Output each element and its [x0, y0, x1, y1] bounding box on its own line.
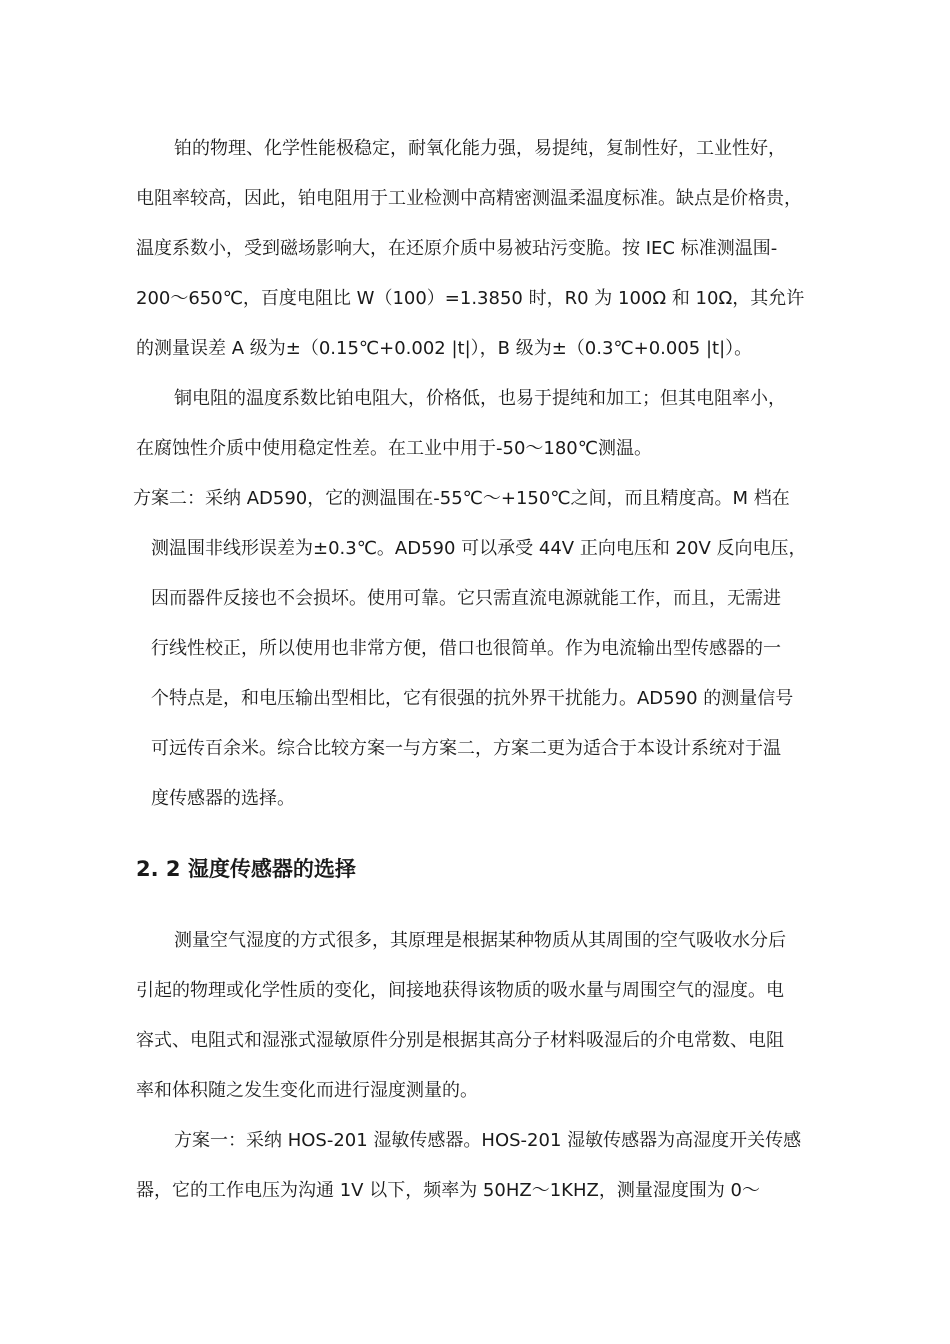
paragraph-line: 铂的物理、化学性能极稳定，耐氧化能力强，易提纯，复制性好，工业性好， — [174, 138, 786, 159]
paragraph-line: 温度系数小，受到磁场影响大，在还原介质中易被玷污变脆。按 IEC 标准测温围- — [136, 238, 778, 259]
paragraph-line: 方案一：采纳 HOS-201 湿敏传感器。HOS-201 湿敏传感器为高湿度开关传感 — [174, 1130, 802, 1151]
section-heading: 2. 2 湿度传感器的选择 — [136, 857, 356, 881]
paragraph-line: 器，它的工作电压为沟通 1V 以下，频率为 50HZ～1KHZ，测量湿度围为 0～ — [136, 1180, 760, 1201]
paragraph-line: 可远传百余米。综合比较方案一与方案二，方案二更为适合于本设计系统对于温 — [151, 738, 781, 759]
paragraph-line: 因而器件反接也不会损坏。使用可靠。它只需直流电源就能工作，而且，无需进 — [151, 588, 781, 609]
paragraph-line: 容式、电阻式和湿涨式湿敏原件分别是根据其高分子材料吸湿后的介电常数、电阻 — [136, 1030, 784, 1051]
paragraph-line: 行线性校正，所以使用也非常方便，借口也很简单。作为电流输出型传感器的一 — [151, 638, 781, 659]
paragraph-line: 个特点是，和电压输出型相比，它有很强的抗外界干扰能力。AD590 的测量信号 — [151, 688, 794, 709]
paragraph-line: 电阻率较高，因此，铂电阻用于工业检测中高精密测温柔温度标准。缺点是价格贵， — [136, 188, 802, 209]
paragraph-line: 铜电阻的温度系数比铂电阻大，价格低，也易于提纯和加工；但其电阻率小， — [174, 388, 786, 409]
paragraph-line: 率和体积随之发生变化而进行湿度测量的。 — [136, 1080, 478, 1101]
paragraph-line: 测温围非线形误差为±0.3℃。AD590 可以承受 44V 正向电压和 20V 反向电压， — [151, 538, 807, 559]
paragraph-line: 测量空气湿度的方式很多，其原理是根据某种物质从其周围的空气吸收水分后 — [174, 930, 786, 951]
paragraph-line: 的测量误差 A 级为±（0.15℃+0.002 |t|），B 级为±（0.3℃+0.005 |t|）。 — [136, 338, 753, 359]
paragraph-line: 方案二：采纳 AD590，它的测温围在-55℃～+150℃之间，而且精度高。M 档在 — [133, 488, 790, 509]
paragraph-line: 引起的物理或化学性质的变化，间接地获得该物质的吸水量与周围空气的湿度。电 — [136, 980, 784, 1001]
paragraph-line: 200～650℃，百度电阻比 W（100）=1.3850 时，R0 为 100Ω 和 10Ω，其允许 — [136, 288, 805, 309]
paragraph-line: 在腐蚀性介质中使用稳定性差。在工业中用于-50～180℃测温。 — [136, 438, 652, 459]
paragraph-line: 度传感器的选择。 — [151, 788, 295, 809]
